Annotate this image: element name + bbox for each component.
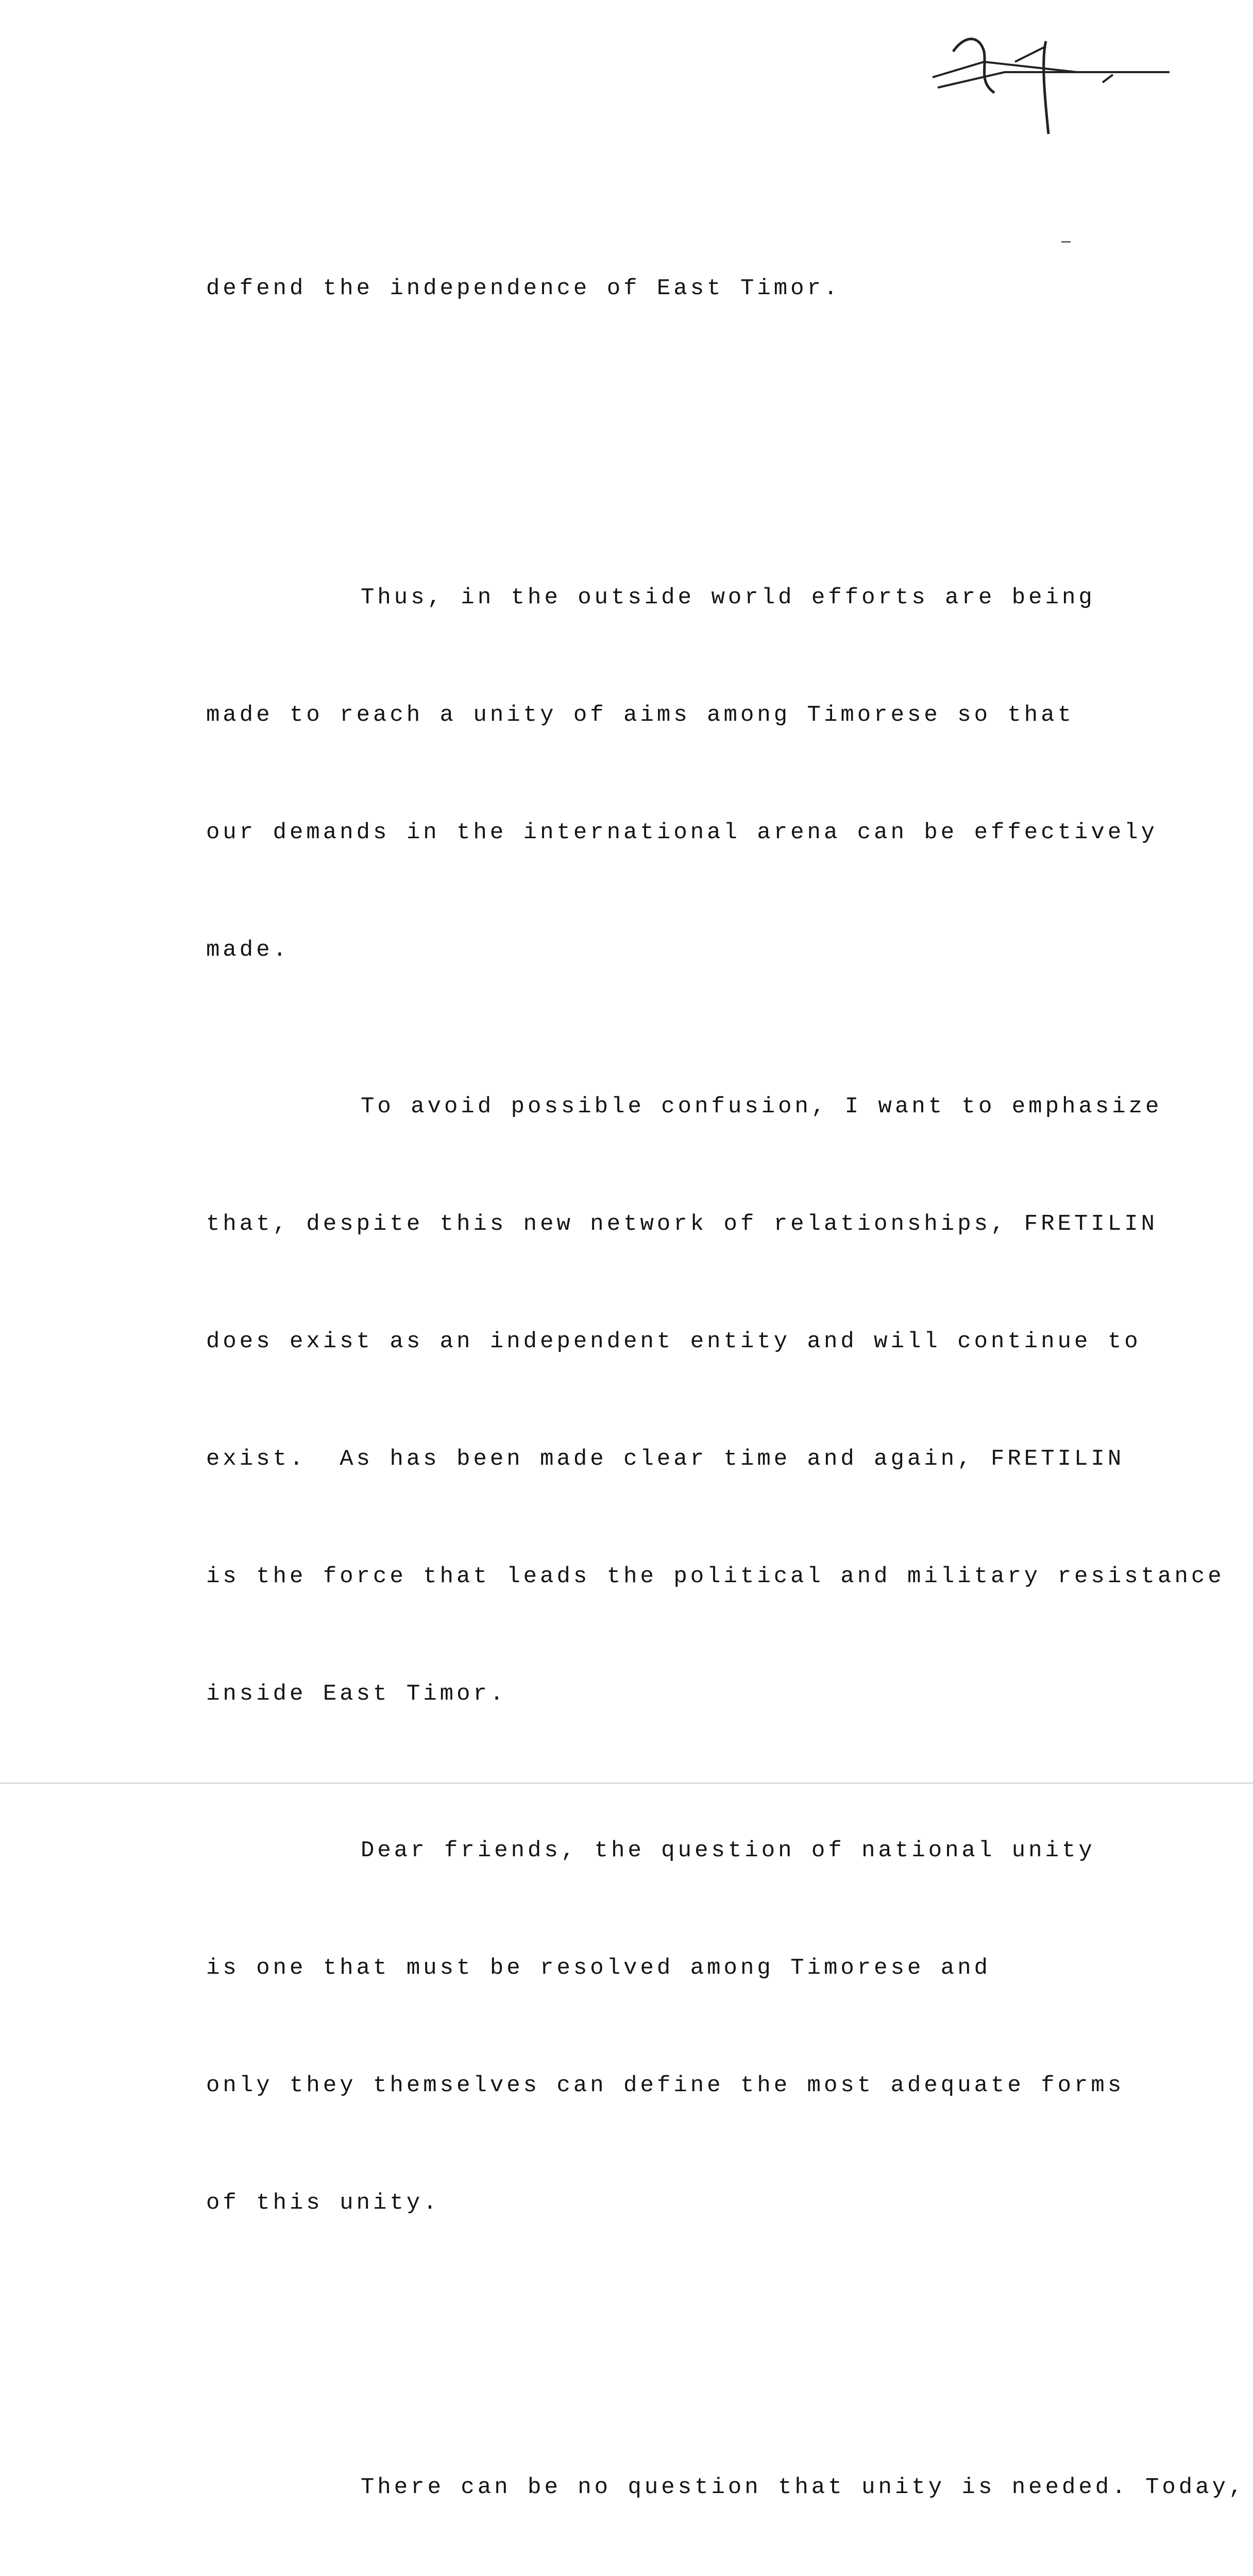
paragraph-gap — [206, 426, 1231, 461]
text-line: made to reach a unity of aims among Timorese so that — [206, 702, 1075, 728]
handwritten-signature — [922, 31, 1175, 149]
scan-edge — [0, 1783, 1253, 1784]
text-line: only they themselves can define the most adequate forms — [206, 2073, 1125, 2098]
text-line: exist. As has been made clear time and again, FRETILIN — [206, 1446, 1125, 1472]
text-line: is one that must be resolved among Timorese and — [206, 1955, 991, 1981]
body-text — [206, 191, 1246, 2576]
text-line: that, despite this new network of relationships, FRETILIN — [206, 1211, 1158, 1237]
text-line: Dear friends, the question of national unity — [361, 1838, 1095, 1863]
text-line: Thus, in the outside world efforts are being — [361, 585, 1095, 611]
text-line: does exist as an independent entity and will continue to — [206, 1329, 1141, 1354]
text-line: made. — [206, 937, 290, 963]
text-line: our demands in the international arena can be effectively — [206, 820, 1158, 845]
text-line: inside East Timor. — [206, 1681, 507, 1707]
text-line: There can be no question that unity is needed. Today, — [361, 2475, 1246, 2500]
text-line: of this unity. — [206, 2190, 440, 2216]
text-line: is the force that leads the political and military resistance — [206, 1564, 1225, 1589]
text-line: defend the independence of East Timor. — [206, 276, 841, 301]
paragraph-gap — [206, 2340, 1231, 2350]
text-line: To avoid possible confusion, I want to emphasize — [361, 1094, 1162, 1120]
signature-icon — [922, 31, 1175, 149]
